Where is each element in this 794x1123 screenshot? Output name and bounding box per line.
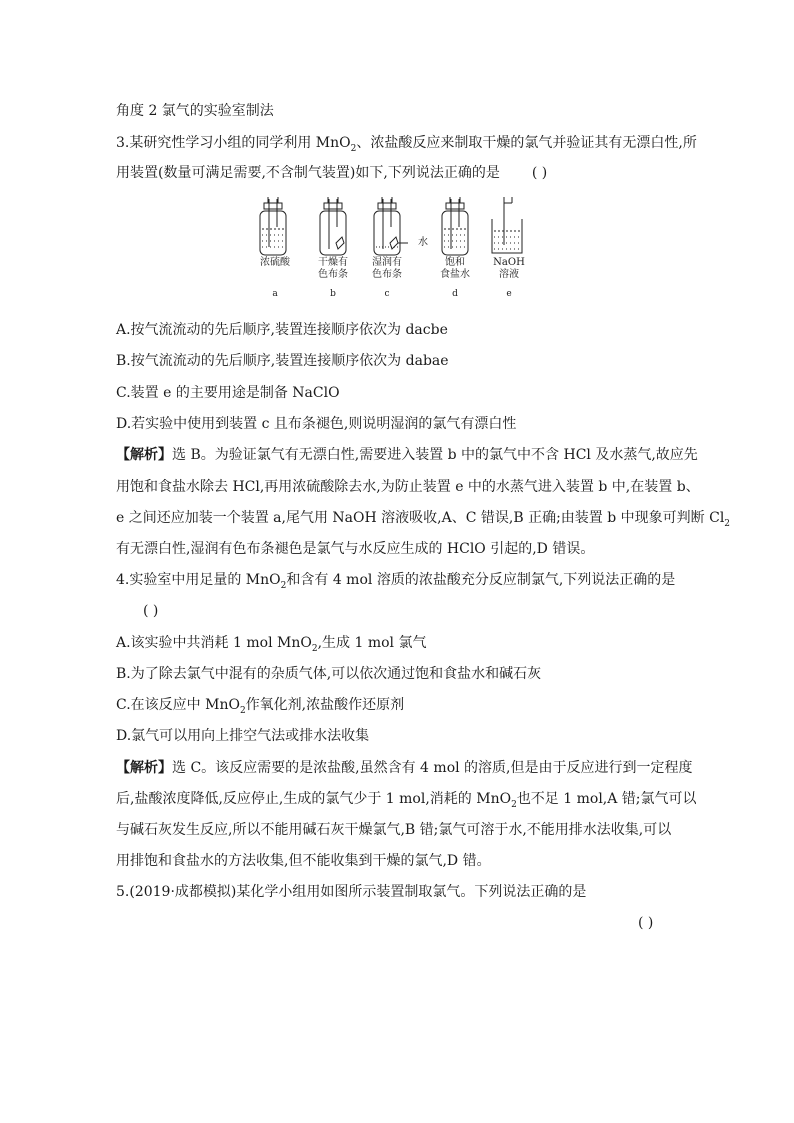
label-d-line2: 食盐水: [440, 269, 470, 280]
q4-option-d: D.氯气可以用向上排空气法或排水法收集: [116, 728, 370, 744]
label-b-line1: 干燥有: [318, 257, 348, 268]
label-a-line1: 浓硫酸: [260, 257, 290, 268]
q4-analysis-line2: 后,盐酸浓度降低,反应停止,生成的氯气少于 1 mol,消耗的 MnO$_2$也不足 1 mol,A 错;氯气可以: [116, 791, 697, 810]
q4-option-a: A.该实验中共消耗 1 mol MnO$_2$,生成 1 mol 氯气: [116, 635, 427, 654]
label-c-line1: 湿润有: [372, 257, 402, 268]
water-label: 水: [418, 237, 428, 248]
letter-d: d: [452, 289, 458, 299]
label-d-line1: 饱和: [445, 257, 465, 268]
q4-option-b: B.为了除去氯气中混有的杂质气体,可以依次通过饱和食盐水和碱石灰: [116, 666, 542, 682]
bottle-d: [442, 197, 468, 255]
letter-b: b: [330, 289, 336, 299]
q3-stem-line1: 3.某研究性学习小组的同学利用 MnO$_2$、浓盐酸反应来制取干燥的氯气并验证其有无漂白性,所: [116, 135, 697, 154]
analysis-tag: 【解析】: [116, 447, 172, 463]
bottle-c: [374, 197, 408, 255]
q3-analysis-line4: 有无漂白性,湿润有色布条褪色是氯气与水反应生成的 HClO 引起的,D 错误。: [116, 541, 595, 557]
letter-e: e: [506, 289, 512, 299]
q3-analysis-line2: 用饱和食盐水除去 HCl,再用浓硫酸除去水,为防止装置 e 中的水蒸气进入装置 b 中,在装置 b、: [116, 479, 700, 495]
analysis-tag: 【解析】: [116, 760, 172, 776]
letter-c: c: [384, 289, 390, 299]
q4-option-c: C.在该反应中 MnO$_2$作氧化剂,浓盐酸作还原剂: [116, 697, 405, 716]
q4-analysis-line3: 与碱石灰发生反应,所以不能用碱石灰干燥氯气,B 错;氯气可溶于水,不能用排水法收集,可以: [116, 822, 672, 838]
letter-a: a: [272, 289, 278, 299]
q3-stem-line2: 用装置(数量可满足需要,不含制气装置)如下,下列说法正确的是 ( ): [116, 165, 548, 181]
q5-stem: 5.(2019·成都模拟)某化学小组用如图所示装置制取氯气。下列说法正确的是: [116, 884, 587, 900]
label-b-line2: 色布条: [318, 269, 348, 280]
q3-option-c: C.装置 e 的主要用途是制备 NaClO: [116, 385, 340, 401]
q3-option-b: B.按气流流动的先后顺序,装置连接顺序依次为 dabae: [116, 353, 449, 369]
beaker-e: [492, 197, 522, 253]
label-e-line1: NaOH: [493, 257, 525, 268]
label-e-line2: 溶液: [499, 269, 519, 280]
answer-bracket: ( ): [531, 165, 548, 181]
label-c-line2: 色布条: [372, 269, 402, 280]
apparatus-figure: [258, 197, 538, 305]
q4-stem-line1: 4.实验室中用足量的 MnO$_2$和含有 4 mol 溶质的浓盐酸充分反应制氯气,下列说法正确的是: [116, 572, 676, 591]
q3-option-a: A.按气流流动的先后顺序,装置连接顺序依次为 dacbe: [116, 322, 448, 338]
section-title: 角度 2 氯气的实验室制法: [116, 103, 274, 119]
q3-analysis-line1: 【解析】选 B。为验证氯气有无漂白性,需要进入装置 b 中的氯气中不含 HCl 及水蒸气,故应先: [116, 447, 698, 463]
bottle-a: [260, 197, 286, 255]
q4-answer-bracket: ( ): [143, 603, 159, 619]
q4-analysis-line4: 用排饱和食盐水的方法收集,但不能收集到干燥的氯气,D 错。: [116, 853, 491, 869]
q5-answer-bracket: ( ): [638, 915, 654, 931]
bottle-b: [320, 197, 346, 255]
q3-analysis-line3: e 之间还应加装一个装置 a,尾气用 NaOH 溶液吸收,A、C 错误,B 正确;由装置 b 中现象可判断 $Cl_2$: [116, 510, 731, 529]
q4-analysis-line1: 【解析】选 C。该反应需要的是浓盐酸,虽然含有 4 mol 的溶质,但是由于反应进行到一定程度: [116, 760, 693, 776]
q3-option-d: D.若实验中使用到装置 c 且布条褪色,则说明湿润的氯气有漂白性: [116, 416, 517, 432]
